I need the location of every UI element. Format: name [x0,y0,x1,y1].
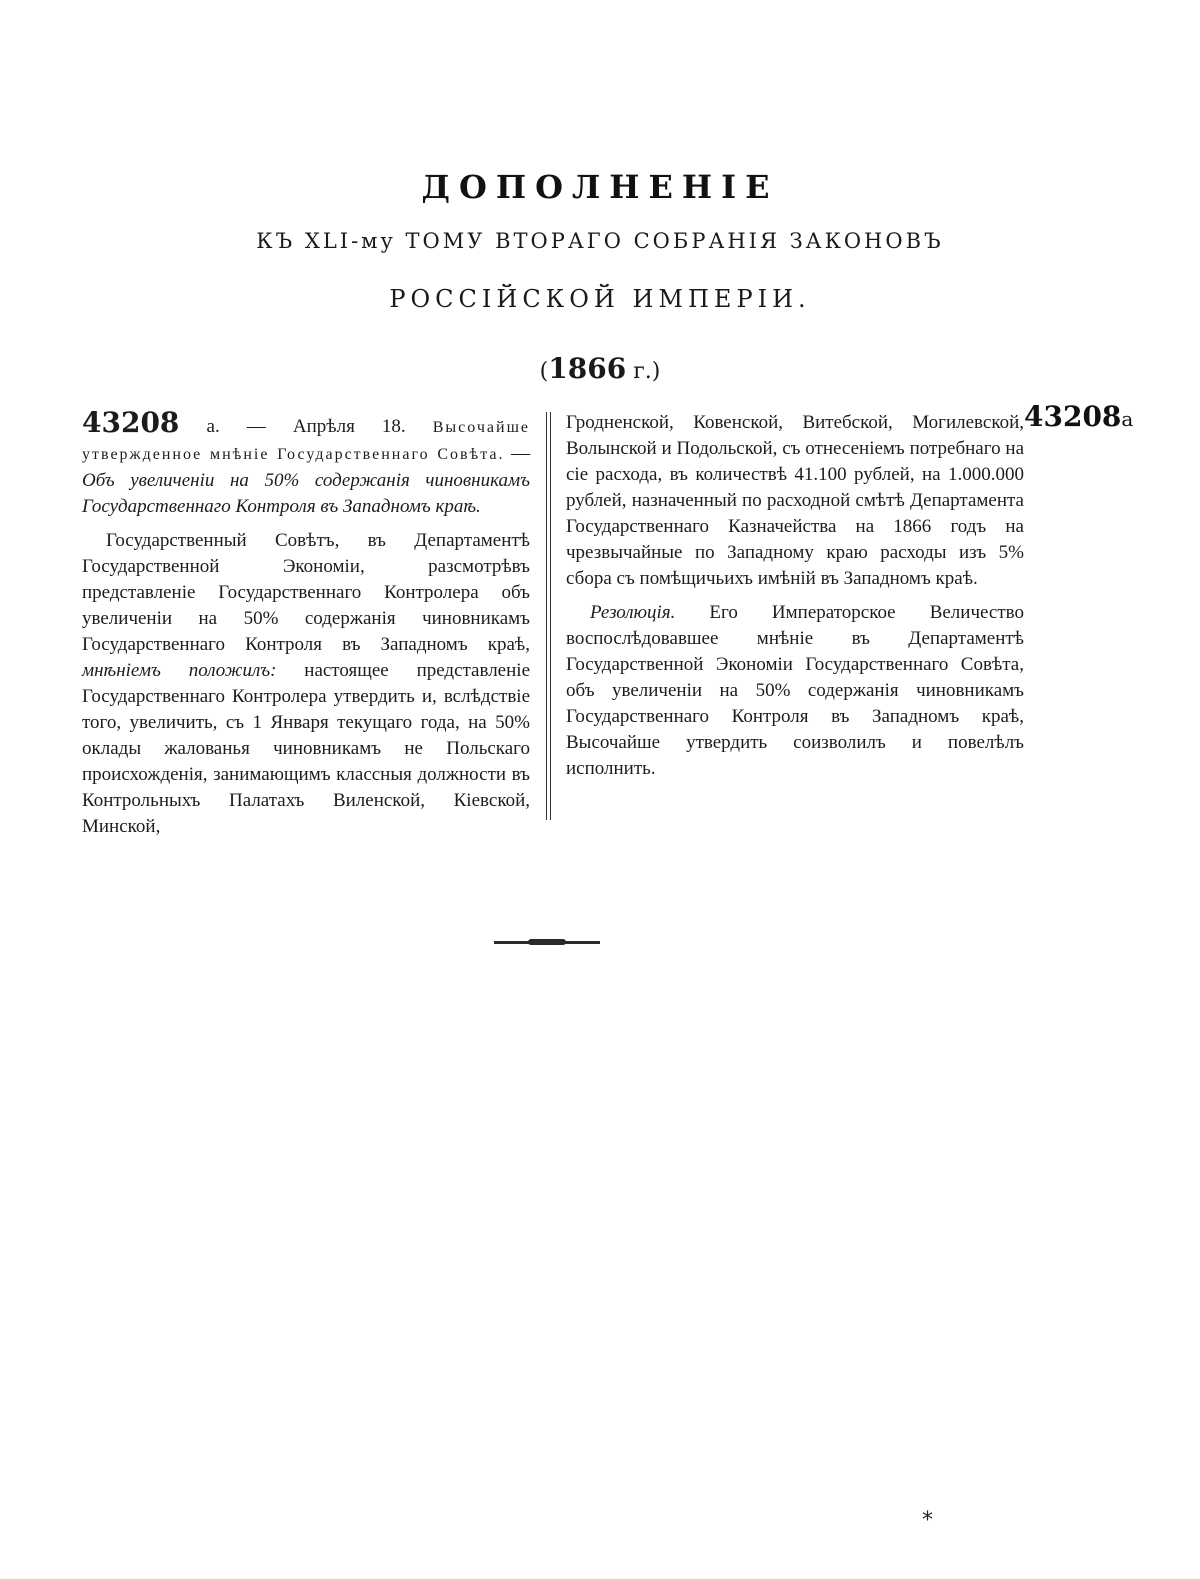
entry-subject: Объ увеличеніи на 50% содержанія чиновникамъ Государственнаго Контроля въ Западномъ краѣ. [82,470,530,517]
entry-date: — Апрѣля 18. [219,416,433,437]
entry-type: Высочайше утвержденное мнѣніе Государственнаго Совѣта. [82,419,530,463]
document-subtitle: КЪ XLI-му ТОМУ ВТОРАГО СОБРАНІЯ ЗАКОНОВЪ [256,229,944,253]
year-close: г.) [626,359,661,384]
ornamental-rule [494,941,600,944]
margin-suffix: а [1121,407,1134,431]
column-divider [546,412,551,820]
document-title: ДОПОЛНЕНІЕ [421,168,779,206]
entry-body [82,528,530,840]
year-number: 1866 [548,352,627,385]
entry-dash: — [504,443,530,464]
margin-entry-number [1024,400,1133,433]
entry-body-continued: Гродненской, Ковенской, Витебской, Могилевской, Волынской и Подольской, съ отнесеніемъ потребнаго на сіе расхода, въ количествѣ 41.100 рублей, на 1.000.000 рублей, назначенный по расходной смѣтѣ Департамента Государственнаго Казначейства на 1866 годъ на чрезвычайные по Западному краю расходы изъ 5% сбора съ помѣщичьихъ имѣній въ Западномъ краѣ. [566,412,1024,589]
resolution-text: Его Императорское Величество воспослѣдовавшее мнѣніе въ Департаментѣ Государственной Экономіи Государственнаго Совѣта, объ увеличеніи на 50% содержанія чиновникамъ Государственнаго Контроля въ Западномъ краѣ, Высочайше утвердить соизволилъ и повелѣлъ исполнить. [566,602,1024,779]
year-open: ( [539,359,549,384]
body-text-italic: мнѣніемъ положилъ: [82,660,277,681]
right-column [566,410,1024,782]
resolution-label: Резолюція. [590,602,676,623]
document-subtitle-2: РОССІЙСКОЙ ИМПЕРІИ. [389,285,811,313]
body-text-start: Государственный Совѣтъ, въ Департаментѣ Государственной Экономіи, разсмотрѣвъ представленіе Государственнаго Контролера объ увеличеніи на 50% содержанія чиновникамъ Государственнаго Контроля въ Западномъ краѣ, [82,530,530,655]
entry-suffix: а. [179,416,220,437]
body-text-rest: настоящее представленіе Государственнаго Контролера утвердить и, вслѣдствіе того, увеличить, съ 1 Января текущаго года, на 50% оклады жалованья чиновникамъ не Польскаго происхожденія, занимающимъ классныя должности въ Контрольныхъ Палатахъ Виленской, Кіевской, Минской, [82,660,530,837]
entry-number: 43208 [82,406,180,439]
margin-number: 43208 [1024,400,1122,433]
document-year [0,352,1200,385]
signature-mark: * [922,1508,933,1533]
resolution [566,600,1024,782]
left-column [82,406,530,840]
entry-header [82,406,530,520]
